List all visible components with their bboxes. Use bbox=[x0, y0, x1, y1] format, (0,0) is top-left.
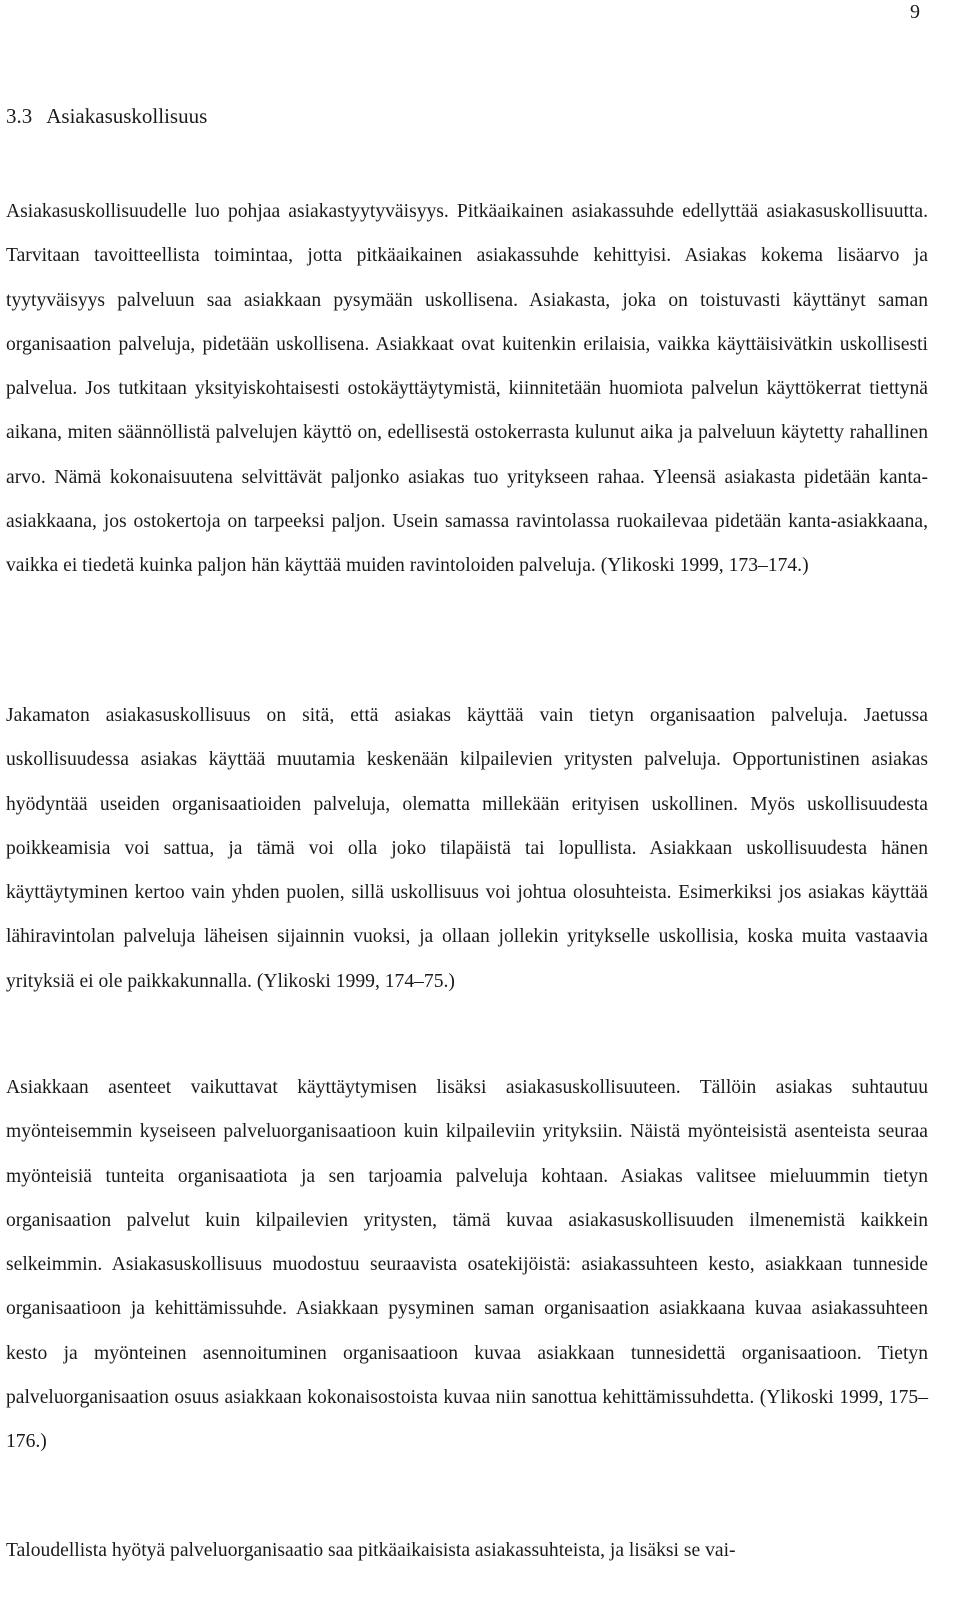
paragraph-customer-loyalty-basis: Asiakasuskollisuudelle luo pohjaa asiakastyytyväisyys. Pitkäaikainen asiakassuhde edellyttää asiakasuskollisuutta. Tarvitaan tavoitteellista toimintaa, jotta pitkäaikainen asiakassuhde kehittyisi. Asiakas kokema lisäarvo ja tyytyväisyys palveluun saa asiakkaan pysymään uskollisena. Asiakasta, joka on toistuvasti käyttänyt saman organisaation palveluja, pidetään uskollisena. Asiakkaat ovat kuitenkin erilaisia, vaikka käyttäisivätkin uskollisesti palvelua. Jos tutkitaan yksityiskohtaisesti ostokäyttäytymistä, kiinnitetään huomiota palvelun käyttökerrat tiettynä aikana, miten säännöllistä palvelujen käyttö on, edellisestä ostokerrasta kulunut aika ja palveluun käytetty rahallinen arvo. Nämä kokonaisuutena selvittävät paljonko asiakas tuo yritykseen rahaa. Yleensä asiakasta pidetään kanta-asiakkaana, jos ostokertoja on tarpeeksi paljon. Usein samassa ravintolassa ruokailevaa pidetään kanta-asiakkaana, vaikka ei tiedetä kuinka paljon hän käyttää muiden ravintoloiden palveluja. (Ylikoski 1999, 173–174.) bbox=[6, 201, 928, 577]
section-heading bbox=[6, 102, 207, 130]
paragraph-loyalty-types: Jakamaton asiakasuskollisuus on sitä, että asiakas käyttää vain tietyn organisaation palveluja. Jaetussa uskollisuudessa asiakas käyttää muutamia keskenään kilpailevien yritysten palveluja. Opportunistinen asiakas hyödyntää useiden organisaatioiden palveluja, olematta millekään erityisen uskollinen. Myös uskollisuudesta poikkeamisia voi sattua, ja tämä voi olla joko tilapäistä tai lopullista. Asiakkaan uskollisuudesta hänen käyttäytyminen kertoo vain yhden puolen, sillä uskollisuus voi johtua olosuhteista. Esimerkiksi jos asiakas käyttää lähiravintolan palveluja läheisen sijainnin vuoksi, ja ollaan jollekin yritykselle uskollisia, koska muita vastaavia yrityksiä ei ole paikkakunnalla. (Ylikoski 1999, 174–75.) bbox=[6, 705, 928, 992]
section-number: 3.3 bbox=[6, 104, 33, 128]
page-number: 9 bbox=[910, 1, 920, 23]
paragraph-economic-benefit: Taloudellista hyötyä palveluorganisaatio saa pitkäaikaisista asiakassuhteista, ja lisäksi se vai- bbox=[6, 1540, 736, 1561]
section-title: Asiakasuskollisuus bbox=[46, 104, 208, 128]
paragraph-attitudes: Asiakkaan asenteet vaikuttavat käyttäytymisen lisäksi asiakasuskollisuuteen. Tällöin asiakas suhtautuu myönteisemmin kyseiseen palveluorganisaatioon kuin kilpaileviin yrityksiin. Näistä myönteisistä asenteista seuraa myönteisiä tunteita organisaatiota ja sen tarjoamia palveluja kohtaan. Asiakas valitsee mieluummin tietyn organisaation palvelut kuin kilpailevien yritysten, tämä kuvaa asiakasuskollisuuden ilmenemistä kaikkein selkeimmin. Asiakasuskollisuus muodostuu seuraavista osatekijöistä: asiakassuhteen kesto, asiakkaan tunneside organisaatioon ja kehittämissuhde. Asiakkaan pysyminen saman organisaation asiakkaana kuvaa asiakassuhteen kesto ja myönteinen asennoituminen organisaatioon kuvaa asiakkaan tunnesidettä organisaatioon. Tietyn palveluorganisaation osuus asiakkaan kokonaisostoista kuvaa niin sanottua kehittämissuhdetta. (Ylikoski 1999, 175–176.) bbox=[6, 1077, 928, 1453]
